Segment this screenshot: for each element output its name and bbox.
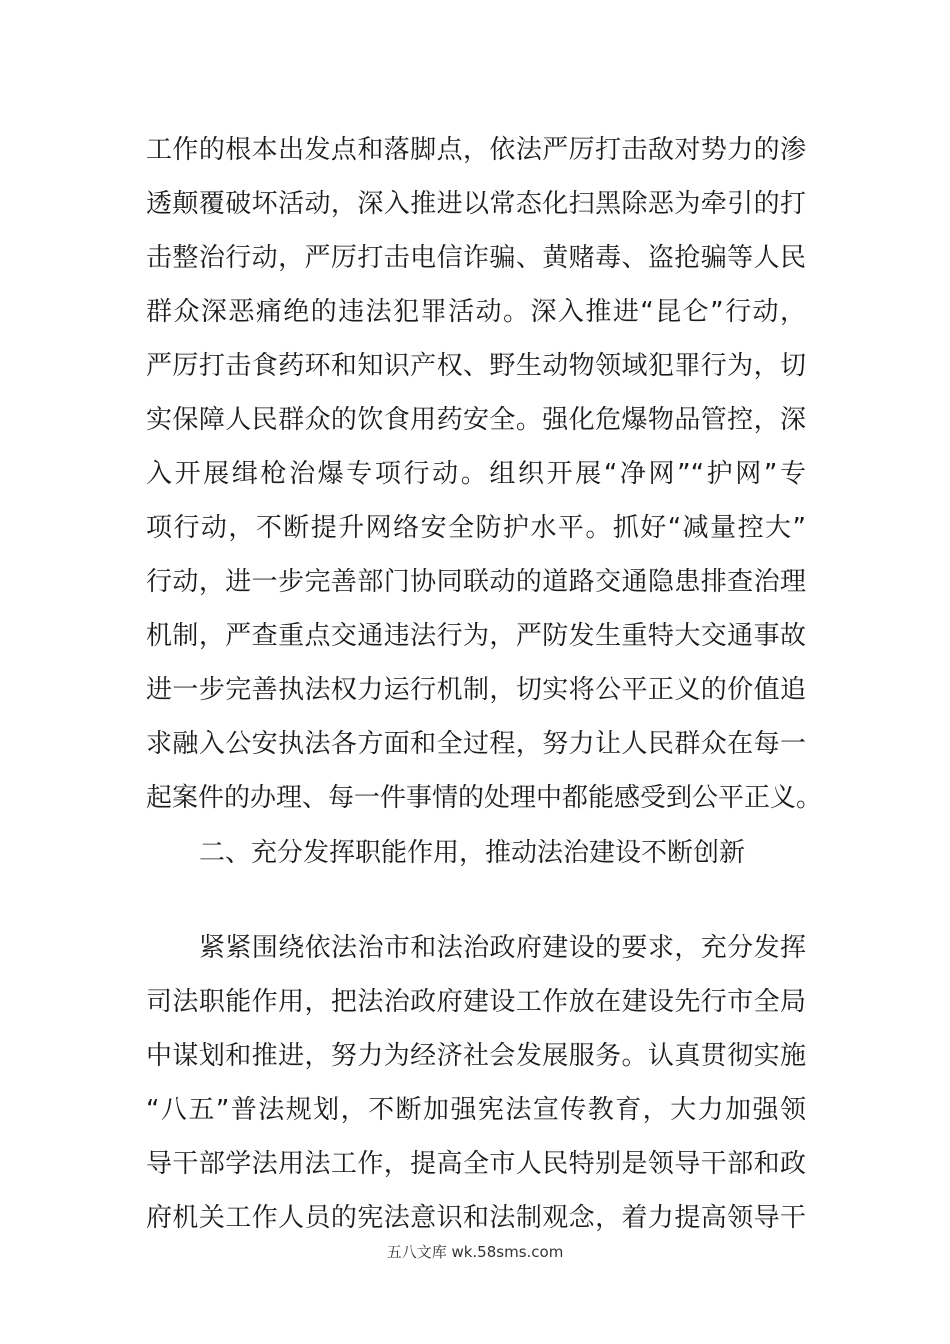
section-heading-2: 二、充分发挥职能作用，推动法治建设不断创新 bbox=[199, 838, 746, 868]
paragraph-2-line-2: 司法职能作用，把法治政府建设工作放在建设先行市全局 bbox=[146, 987, 806, 1017]
paragraph-2-line-5: 导干部学法用法工作，提高全市人民特别是领导干部和政 bbox=[146, 1149, 806, 1179]
footer-watermark: 五八文库 wk.58sms.com bbox=[386, 1243, 564, 1261]
paragraph-2-line-1: 紧紧围绕依法治市和法治政府建设的要求，充分发挥 bbox=[199, 933, 806, 963]
paragraph-1-line-9: 行动，进一步完善部门协同联动的道路交通隐患排查治理 bbox=[146, 567, 806, 597]
paragraph-2-line-4: “八五”普法规划，不断加强宪法宣传教育，大力加强领 bbox=[146, 1095, 806, 1125]
paragraph-1-line-12: 求融入公安执法各方面和全过程，努力让人民群众在每一 bbox=[146, 729, 806, 759]
paragraph-1-line-4: 群众深恶痛绝的违法犯罪活动。深入推进“昆仑”行动， bbox=[146, 297, 806, 327]
paragraph-1-line-11: 进一步完善执法权力运行机制，切实将公平正义的价值追 bbox=[146, 675, 806, 705]
paragraph-2-line-6: 府机关工作人员的宪法意识和法制观念，着力提高领导干 bbox=[146, 1203, 806, 1233]
paragraph-1-line-10: 机制，严查重点交通违法行为，严防发生重特大交通事故 bbox=[146, 621, 806, 651]
paragraph-2-line-3: 中谋划和推进，努力为经济社会发展服务。认真贯彻实施 bbox=[146, 1041, 806, 1071]
paragraph-1-line-13: 起案件的办理、每一件事情的处理中都能感受到公平正义。 bbox=[146, 783, 823, 813]
paragraph-1-line-5: 严厉打击食药环和知识产权、野生动物领域犯罪行为，切 bbox=[146, 351, 806, 381]
paragraph-1-line-7: 入开展缉枪治爆专项行动。组织开展“净网”“护网”专 bbox=[146, 459, 806, 489]
paragraph-1-line-6: 实保障人民群众的饮食用药安全。强化危爆物品管控，深 bbox=[146, 405, 806, 435]
paragraph-1-line-1: 工作的根本出发点和落脚点，依法严厉打击敌对势力的渗 bbox=[146, 135, 806, 165]
paragraph-1-line-3: 击整治行动，严厉打击电信诈骗、黄赌毒、盗抢骗等人民 bbox=[146, 243, 806, 273]
paragraph-1-line-2: 透颠覆破坏活动，深入推进以常态化扫黑除恶为牵引的打 bbox=[146, 189, 806, 219]
paragraph-1-line-8: 项行动，不断提升网络安全防护水平。抓好“减量控大” bbox=[146, 513, 806, 543]
